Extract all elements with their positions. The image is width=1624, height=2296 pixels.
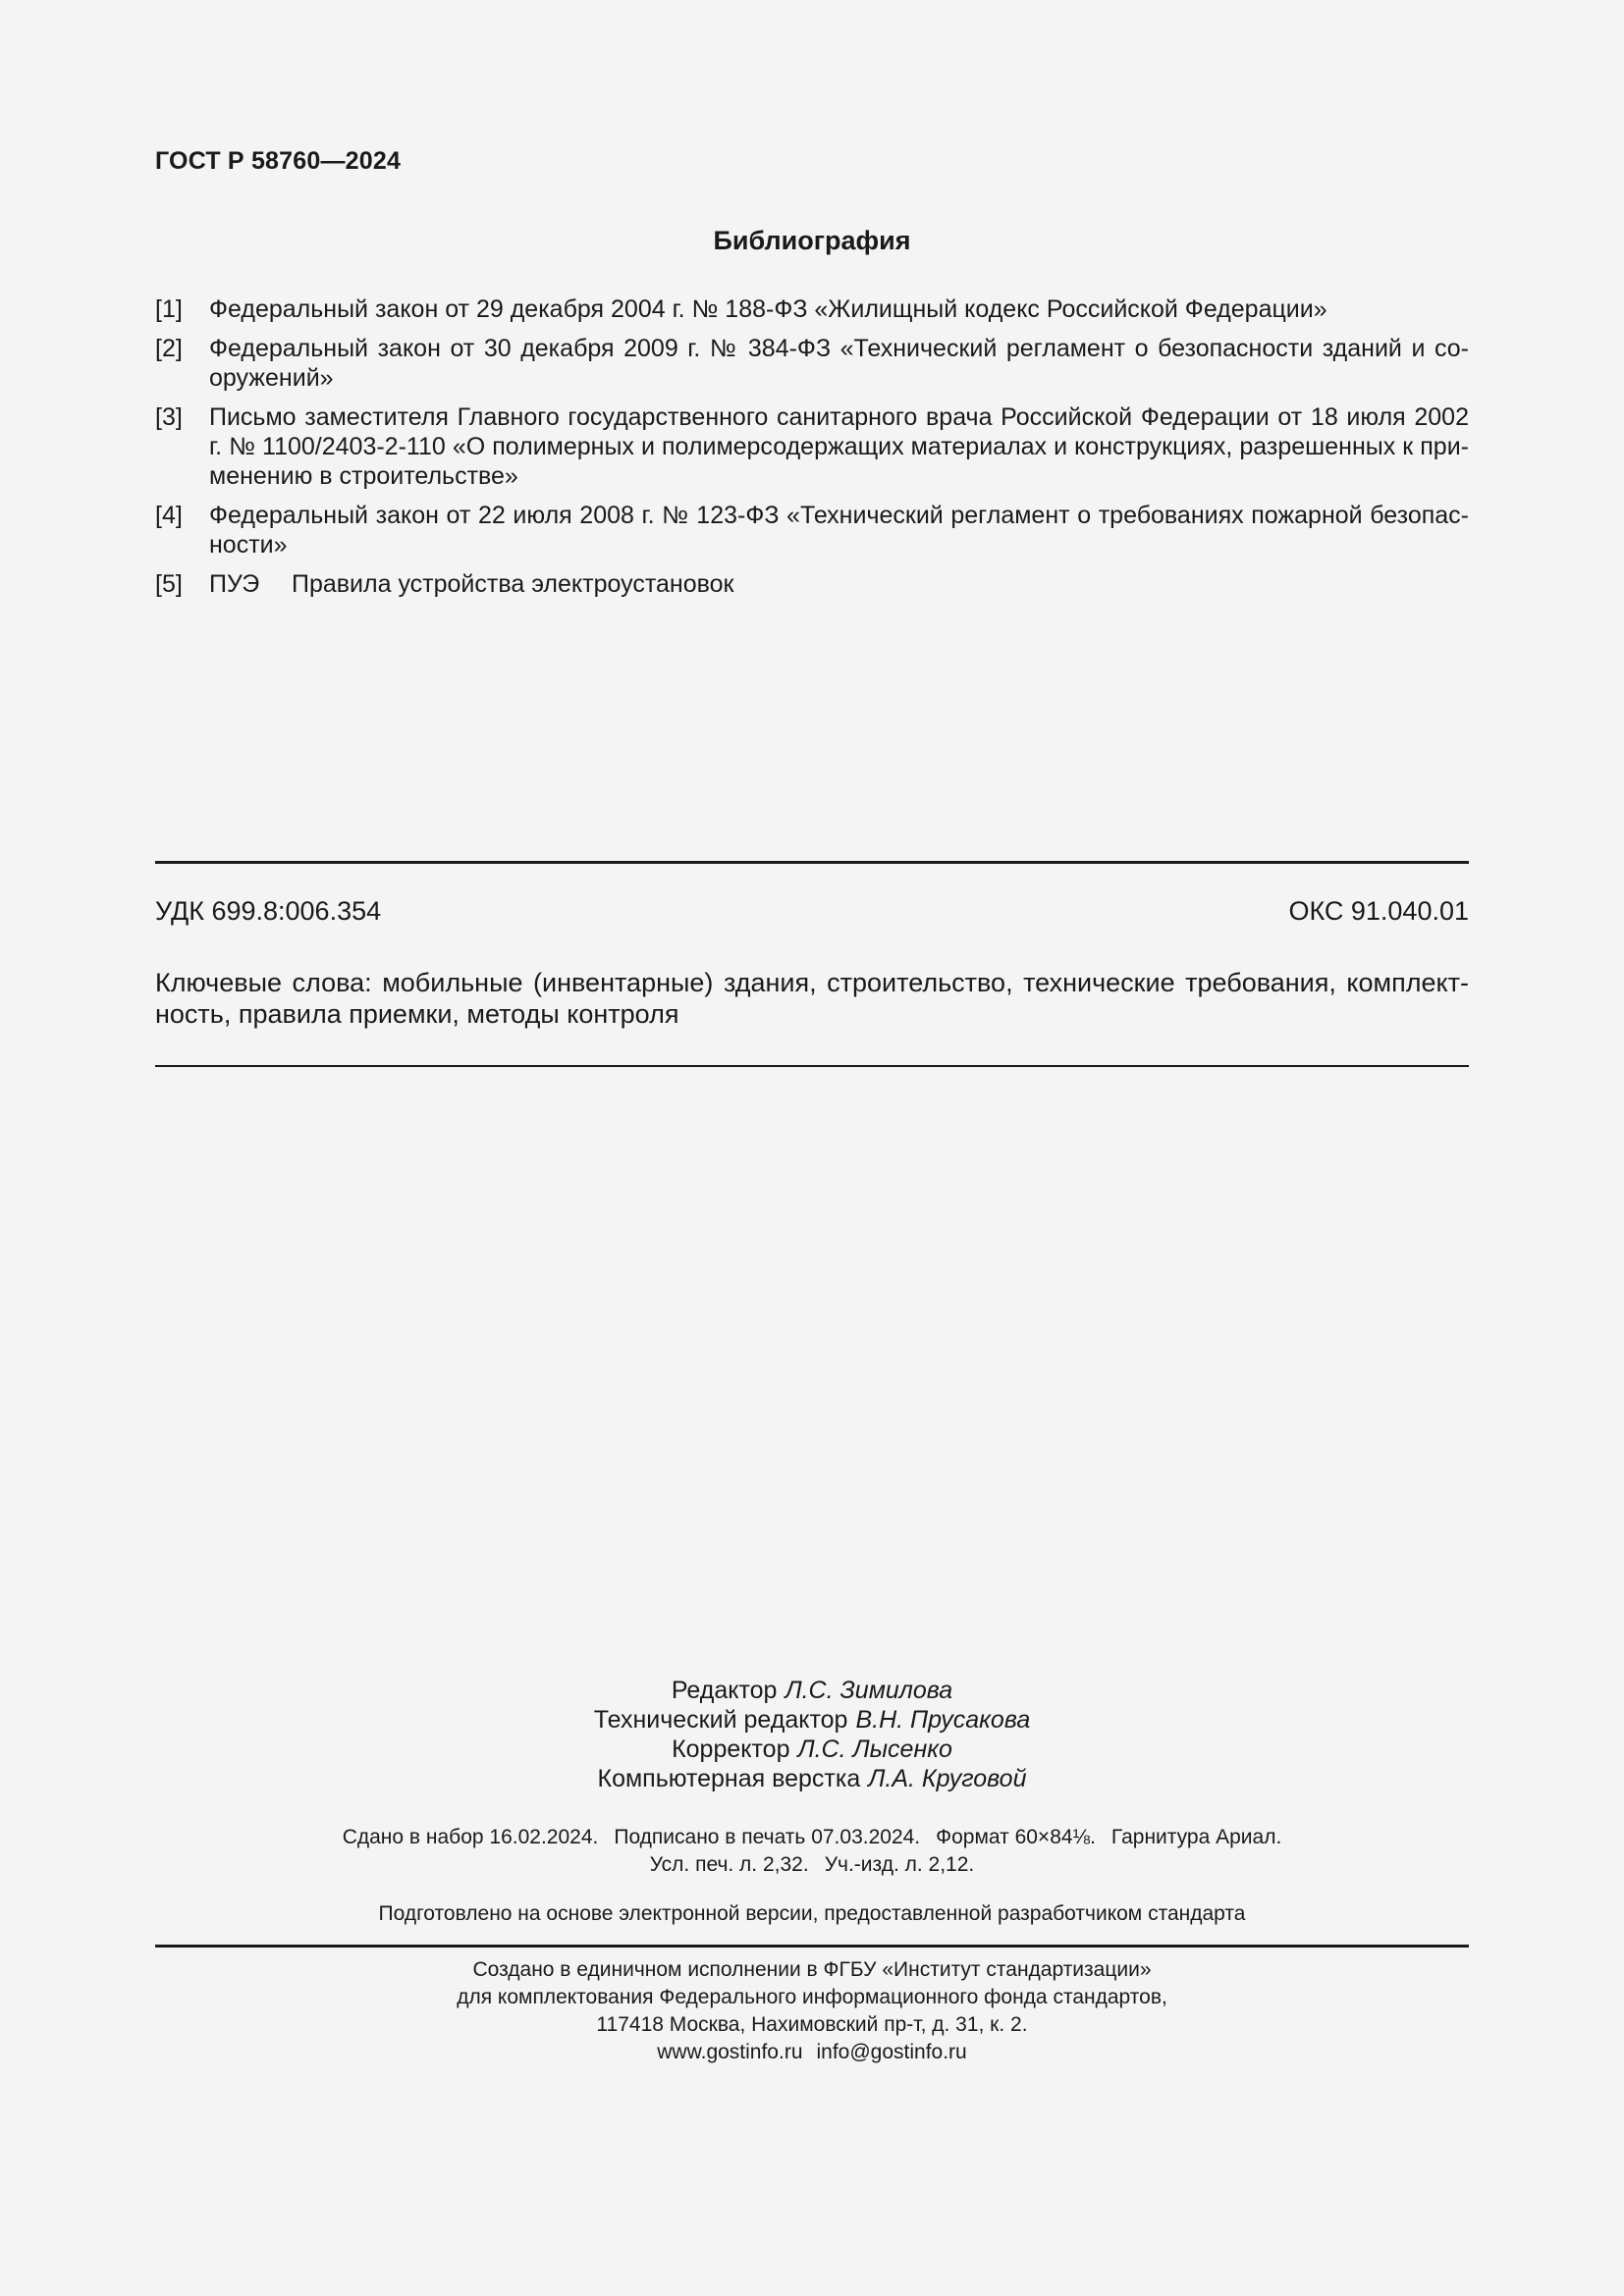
- credit-role: Корректор: [672, 1735, 790, 1763]
- keywords: Ключевые слова: мобильные (инвентарные) здания, строительство, технические требования, комплектность, правила приемки, методы контроля: [155, 968, 1469, 1029]
- bibliography-item-number: [5]: [155, 570, 183, 598]
- publisher-footer: [155, 1956, 1469, 2066]
- credit-role: Компьютерная верстка: [597, 1765, 861, 1792]
- imprint-block: [155, 1824, 1469, 1879]
- credit-line: [155, 1764, 1469, 1793]
- bibliography-item: [155, 569, 1469, 599]
- credit-person: В.Н. Прусакова: [855, 1706, 1031, 1734]
- footer-line: для комплектования Федерального информационного фонда стандартов,: [457, 1986, 1167, 2008]
- bibliography-item: [155, 402, 1469, 491]
- imprint-typeface: Гарнитура Ариал.: [1110, 1826, 1282, 1848]
- udk-code: УДК 699.8:006.354: [155, 896, 382, 926]
- credit-line: [155, 1705, 1469, 1735]
- credit-person: Л.С. Лысенко: [797, 1735, 952, 1763]
- bibliography-item-text: Федеральный закон от 30 декабря 2009 г. № 384-ФЗ «Технический регламент о безопасности зданий и сооружений»: [209, 335, 1469, 392]
- bibliography-item-text: Федеральный закон от 22 июля 2008 г. № 123-ФЗ «Технический регламент о требованиях пожарной безопасности»: [209, 502, 1469, 559]
- imprint-line: [155, 1851, 1469, 1879]
- imprint-signed: Подписано в печать 07.03.2024.: [614, 1826, 921, 1848]
- credit-role: Редактор: [671, 1677, 778, 1704]
- imprint-line: [155, 1824, 1469, 1851]
- bibliography-list: [155, 294, 1469, 609]
- bibliography-item-number: [4]: [155, 502, 183, 529]
- credit-person: Л.С. Зимилова: [785, 1677, 953, 1704]
- footer-line: Создано в единичном исполнении в ФГБУ «Институт стандартизации»: [472, 1958, 1152, 1981]
- imprint-format: Формат 60×84⅛.: [936, 1826, 1096, 1848]
- bibliography-item-number: [2]: [155, 335, 183, 362]
- imprint-print-sheets: Усл. печ. л. 2,32.: [649, 1853, 809, 1876]
- bibliography-item-number: [1]: [155, 295, 183, 323]
- credit-person: Л.А. Круговой: [868, 1765, 1027, 1792]
- credit-line: [155, 1735, 1469, 1764]
- bibliography-item-number: [3]: [155, 403, 183, 431]
- bibliography-item-code: ПУЭ: [209, 570, 260, 598]
- divider-footer: [155, 1945, 1469, 1948]
- imprint-submitted: Сдано в набор 16.02.2024.: [342, 1826, 599, 1848]
- bibliography-item: [155, 334, 1469, 393]
- credits-block: [155, 1676, 1469, 1793]
- credit-role: Технический редактор: [593, 1706, 848, 1734]
- bibliography-item-text: Письмо заместителя Главного государственного санитарного врача Российской Федерации от 18 июля 2002 г. № 1100/2403-2-110 «О полимерных и полимерсодержащих материалах и конструкциях, разрешенных к применению в строительстве»: [209, 403, 1469, 490]
- email-link[interactable]: info@gostinfo.ru: [816, 2041, 967, 2063]
- bibliography-item: [155, 294, 1469, 324]
- bibliography-item-text: Федеральный закон от 29 декабря 2004 г. № 188-ФЗ «Жилищный кодекс Российской Федерации»: [209, 295, 1327, 323]
- website-link[interactable]: www.gostinfo.ru: [657, 2041, 803, 2063]
- oks-code: ОКС 91.040.01: [1288, 896, 1469, 926]
- bibliography-item: [155, 501, 1469, 560]
- credit-line: [155, 1676, 1469, 1705]
- divider-top: [155, 861, 1469, 864]
- imprint-publisher-sheets: Уч.-изд. л. 2,12.: [824, 1853, 975, 1876]
- footer-contacts: [155, 2039, 1469, 2066]
- divider-keywords: [155, 1065, 1469, 1067]
- bibliography-item-text: Правила устройства электроустановок: [292, 570, 734, 598]
- bibliography-title: Библиография: [713, 226, 911, 255]
- prepared-note: Подготовлено на основе электронной версии, предоставленной разработчиком стандарта: [378, 1902, 1246, 1925]
- document-code: ГОСТ Р 58760—2024: [155, 147, 402, 175]
- footer-line: 117418 Москва, Нахимовский пр-т, д. 31, к. 2.: [596, 2013, 1028, 2036]
